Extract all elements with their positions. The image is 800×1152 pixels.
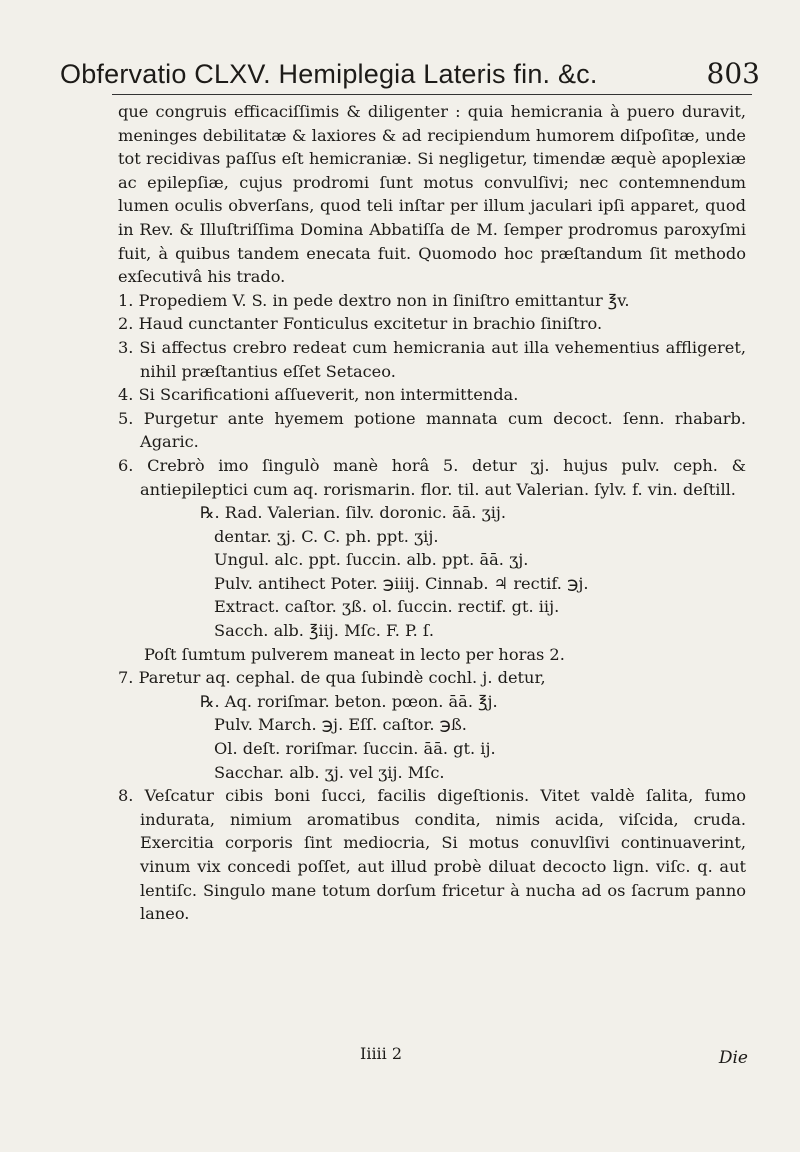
recipe-2-line: Sacchar. alb. ʒj. vel ʒij. Mſc. [214, 762, 445, 782]
page-number: 803 [706, 57, 760, 90]
list-item-2: 2. Haud cunctanter Fonticulus excitetur in brachio ſiniſtro. [118, 314, 603, 334]
recipe-1-line: Extract. caſtor. ʒß. ol. ſuccin. rectif. gt. iij. [214, 597, 560, 617]
list-item-5: 5. Purgetur ante hyemem potione mannata cum decoct. ſenn. rhabarb. Agaric. [118, 408, 746, 452]
recipe-2-line: Pulv. March. ℈j. Eſſ. caſtor. ℈ß. [214, 715, 467, 735]
recipe-1-line: Pulv. antihect Poter. ℈iiij. Cinnab. ♃ rectif. ℈j. [214, 573, 589, 593]
list-item-1: 1. Propediem V. S. in pede dextro non in ſiniſtro emittantur ℥v. [118, 290, 630, 310]
list-item-7: 7. Paretur aq. cephal. de qua ſubindè cochl. j. detur, [118, 668, 546, 688]
recipe-1-line: dentar. ʒj. C. C. ph. ppt. ʒij. [214, 526, 439, 546]
recipe-2-line: ℞. Aq. roriſmar. beton. pœon. āā. ℥j. [200, 691, 498, 711]
list-item-6: 6. Crebrò imo ſingulò manè horâ 5. detur ʒj. hujus pulv. ceph. & antiepileptici cum aq. rorismarin. flor. til. aut Valerian. ſylv. f. vin. deſtill. [118, 455, 746, 499]
signature-mark: Iiiii 2 [360, 1044, 403, 1063]
list-item-4: 4. Si Scarificationi aſſueverit, non intermittenda. [118, 385, 519, 405]
body-text [118, 100, 746, 926]
catchword: Die [718, 1048, 748, 1068]
recipe-2-line: Ol. deſt. roriſmar. ſuccin. āā. gt. ij. [214, 739, 496, 759]
recipe-1-line: ℞. Rad. Valerian. ſilv. doronic. āā. ʒij. [200, 503, 507, 523]
paragraph-intro: que congruis efficaciſſimis & diligenter : quia hemicrania à puero duravit, meninges debilitatæ & laxiores & ad recipiendum humorem diſpoſitæ, unde tot recidivas paſſus eſt hemicraniæ. Si negligetur, timendæ æquè apoplexiæ ac epilepſiæ, cujus prodromi ſunt motus convulſivi; nec contemnendum lumen oculis obverſans, quod teli inſtar per illum jaculari ipſi apparet, quod in Rev. & Illuſtriſſima Domina Abbatiſſa de M. ſemper prodromus paroxyſmi fuit, à quibus tandem enecata fuit. Quomodo hoc præſtandum ſit methodo exſecutivâ his trado. [118, 102, 746, 287]
list-item-8: 8. Veſcatur cibis boni ſucci, facilis digeſtionis. Vitet valdè ſalita, fumo indurata, nimium aromatibus condita, nimis acida, viſcida, cruda. Exercitia corporis ſint mediocria, Si motus conuvlſivi continuaverint, vinum vix concedi poſſet, aut illud probè diluat decocto lign. viſc. q. aut lentiſc. Singulo mane totum dorſum fricetur à nucha ad os ſacrum panno laneo. [118, 786, 746, 924]
recipe-1-line: Sacch. alb. ℥iij. Mſc. F. P. ſ. [214, 621, 435, 641]
header-rule [112, 94, 752, 95]
recipe-1-note: Poſt ſumtum pulverem maneat in lecto per horas 2. [144, 644, 565, 664]
recipe-1-line: Ungul. alc. ppt. ſuccin. alb. ppt. āā. ʒj. [214, 550, 529, 570]
list-item-3: 3. Si affectus crebro redeat cum hemicrania aut illa vehementius affligeret, nihil præſtantius eſſet Setaceo. [118, 337, 746, 381]
header-title: Obfervatio CLXV. Hemiplegia Lateris fin. &c. [60, 59, 598, 89]
running-header [60, 46, 760, 90]
